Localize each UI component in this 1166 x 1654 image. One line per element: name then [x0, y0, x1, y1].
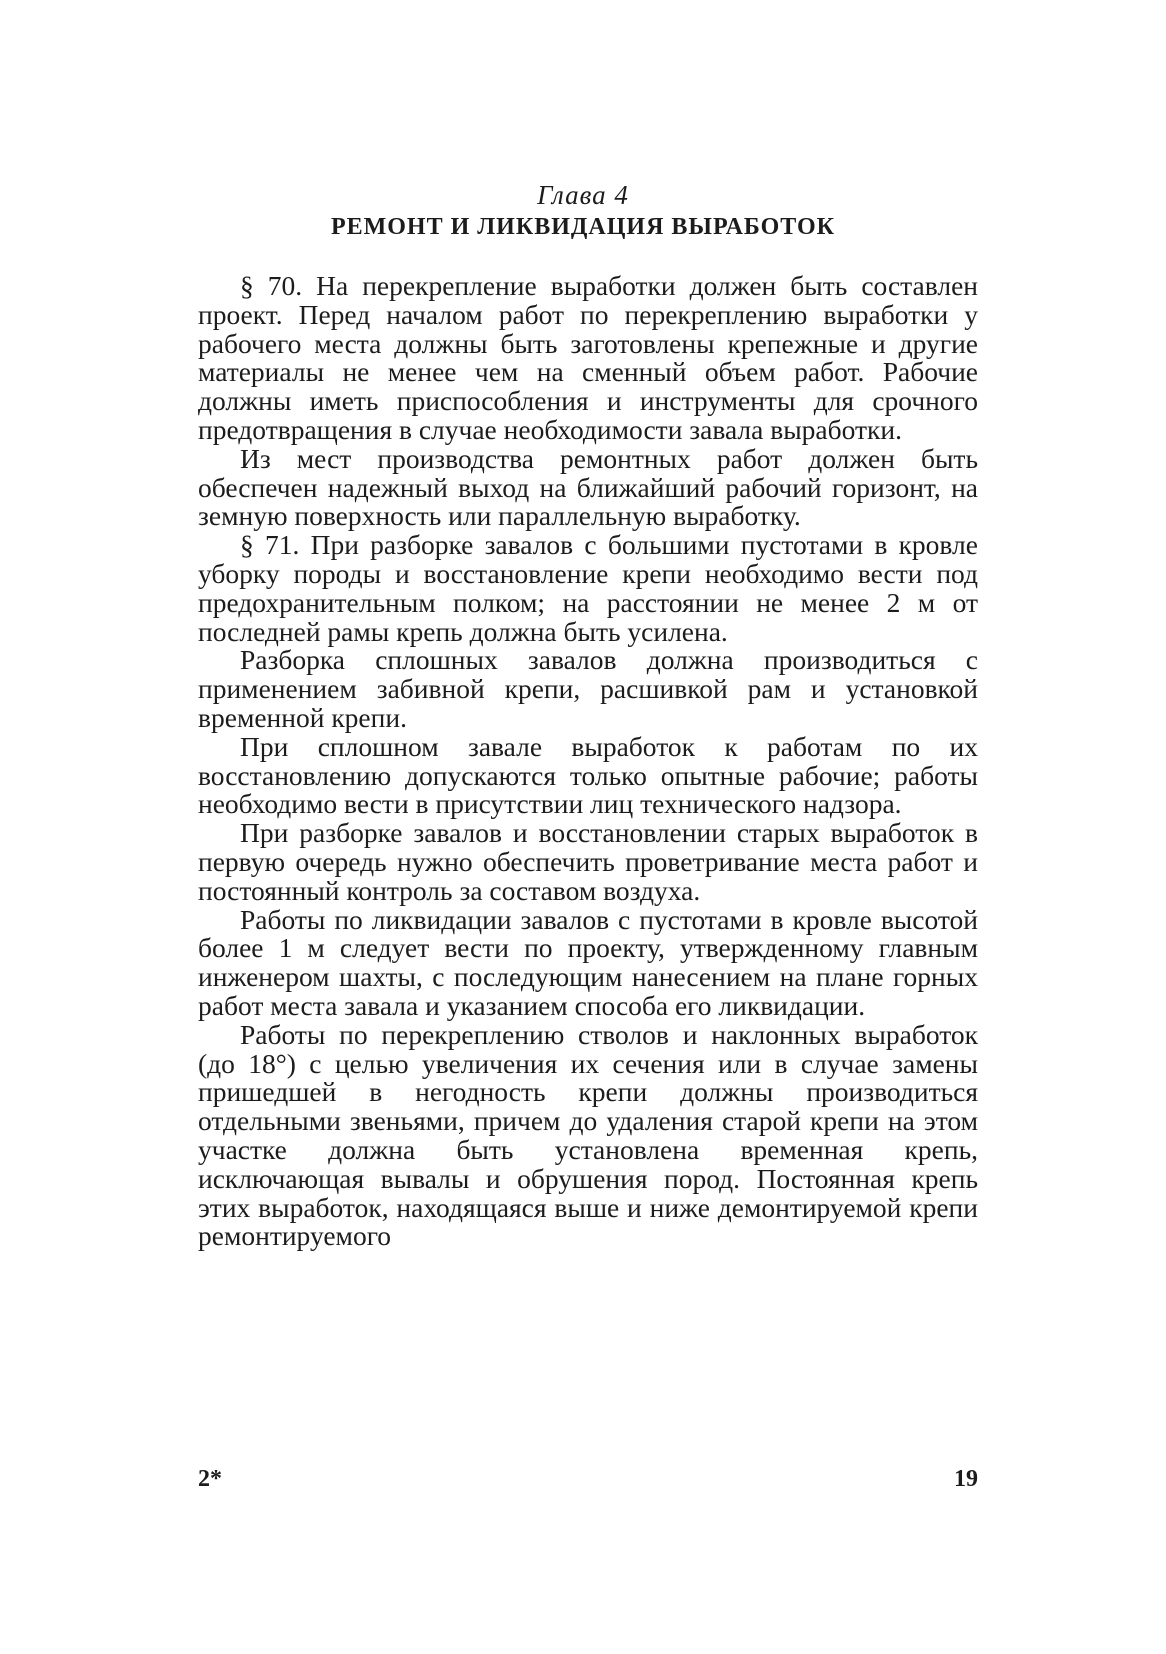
paragraph: Разборка сплошных завалов должна производиться с применением забивной крепи, расшивкой рам и установкой временной крепи. [198, 644, 978, 733]
paragraph: При разборке завалов и восстановлении старых выработок в первую очередь нужно обеспечить проветривание места работ и постоянный контроль за составом воздуха. [198, 817, 978, 906]
chapter-title: РЕМОНТ И ЛИКВИДАЦИЯ ВЫРАБОТОК [330, 214, 836, 240]
paragraph: При сплошном завале выработок к работам по их восстановлению допускаются только опытные рабочие; работы необходимо вести в присутствии лиц технического надзора. [198, 730, 978, 820]
signature-mark: 2* [198, 1466, 222, 1492]
paragraph: Работы по ликвидации завалов с пустотами в кровле высотой более 1 м следует вести по проекту, утвержденному главным инженером шахты, с последующим нанесением на плане горных работ места завала и указанием способа его ликвидации. [198, 903, 978, 1021]
paragraph: Работы по перекреплению стволов и наклонных выработок (до 18°) с целью увеличения их сечения или в случае замены пришедшей в негодность крепи должны производиться отдельными звеньями, причем до удаления старой крепи на этом участке должна быть установлена временная крепь, исключающая вывалы и обрушения пород. Постоянная крепь этих выработок, находящаяся выше и ниже демонтируемой крепи ремонтируемого [198, 1018, 978, 1252]
chapter-label: Глава 4 [537, 180, 629, 210]
paragraph-70: § 70. На перекрепление выработки должен быть составлен проект. Перед началом работ по перекреплению выработки у рабочего места должны быть заготовлены крепежные и другие материалы не менее чем на сменный объем работ. Рабочие должны иметь приспособления и инструменты для срочного предотвращения в случае необходимости завала выработки. [198, 270, 978, 445]
paragraph: Из мест производства ремонтных работ должен быть обеспечен надежный выход на ближайший рабочий горизонт, на земную поверхность или параллельную выработку. [198, 442, 978, 532]
body-text [198, 272, 978, 1251]
page-number: 19 [954, 1466, 978, 1492]
paragraph-71: § 71. При разборке завалов с большими пустотами в кровле уборку породы и восстановление крепи необходимо вести под предохранительным полком; на расстоянии не менее 2 м от последней рамы крепь должна быть усилена. [198, 529, 978, 647]
